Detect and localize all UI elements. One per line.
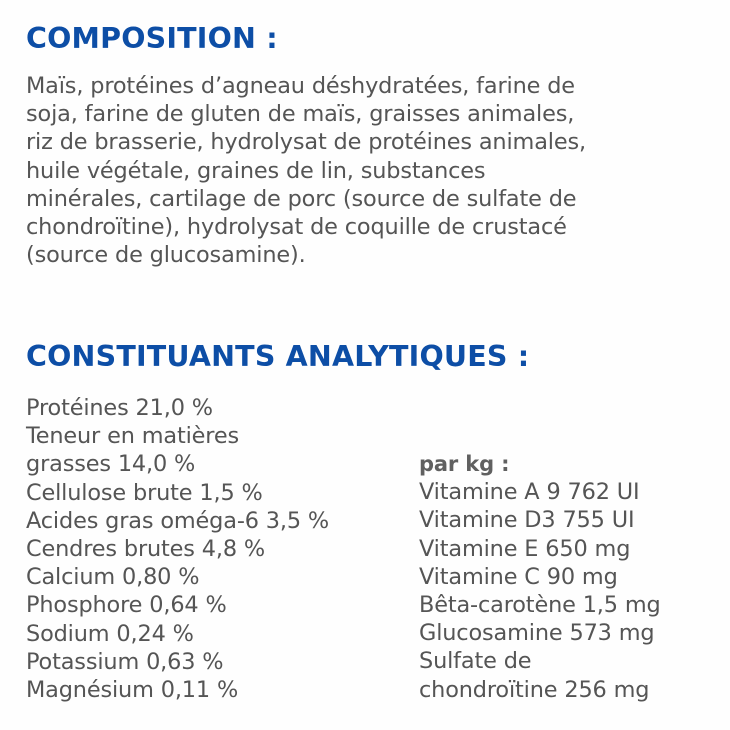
composition-line: huile végétale, graines de lin, substances — [26, 157, 486, 184]
additive-item: Vitamine C 90 mg — [419, 563, 618, 590]
composition-line: minérales, cartilage de porc (source de sulfate de — [26, 185, 577, 212]
constituent-item: Cendres brutes 4,8 % — [26, 536, 266, 563]
composition-heading: COMPOSITION : — [26, 22, 278, 55]
per-kg-additives-list — [419, 450, 661, 704]
constituent-item: Calcium 0,80 % — [26, 564, 200, 591]
constituent-item: Protéines 21,0 % — [26, 395, 213, 421]
constituent-item: Acides gras oméga-6 3,5 % — [26, 507, 330, 534]
additive-item: Vitamine E 650 mg — [419, 535, 631, 562]
constituent-item: Potassium 0,63 % — [26, 648, 224, 675]
composition-line: soja, farine de gluten de maïs, graisses animales, — [26, 101, 575, 128]
constituent-item: Teneur en matières — [26, 423, 239, 450]
constituants-heading: CONSTITUANTS ANALYTIQUES : — [26, 340, 530, 373]
constituent-item: Cellulose brute 1,5 % — [26, 479, 263, 506]
additive-item: Bêta-carotène 1,5 mg — [419, 592, 661, 619]
constituent-item: Magnésium 0,11 % — [26, 677, 239, 704]
constituent-item: Sodium 0,24 % — [26, 620, 194, 647]
per-kg-label: par kg : — [419, 452, 510, 476]
composition-ingredients — [26, 72, 716, 269]
analytical-constituents-list — [26, 394, 329, 704]
composition-line: chondroïtine), hydrolysat de coquille de crustacé — [26, 214, 567, 241]
additive-item: Vitamine A 9 762 UI — [419, 479, 640, 506]
composition-line: (source de glucosamine). — [26, 242, 306, 269]
additive-item: chondroïtine 256 mg — [419, 676, 650, 703]
composition-line: riz de brasserie, hydrolysat de protéines animales, — [26, 129, 586, 156]
constituent-item: grasses 14,0 % — [26, 451, 196, 478]
additive-item: Sulfate de — [419, 648, 532, 675]
composition-line: Maïs, protéines d’agneau déshydratées, farine de — [26, 73, 575, 99]
additive-item: Glucosamine 573 mg — [419, 620, 655, 647]
constituent-item: Phosphore 0,64 % — [26, 592, 227, 619]
additive-item: Vitamine D3 755 UI — [419, 507, 635, 534]
